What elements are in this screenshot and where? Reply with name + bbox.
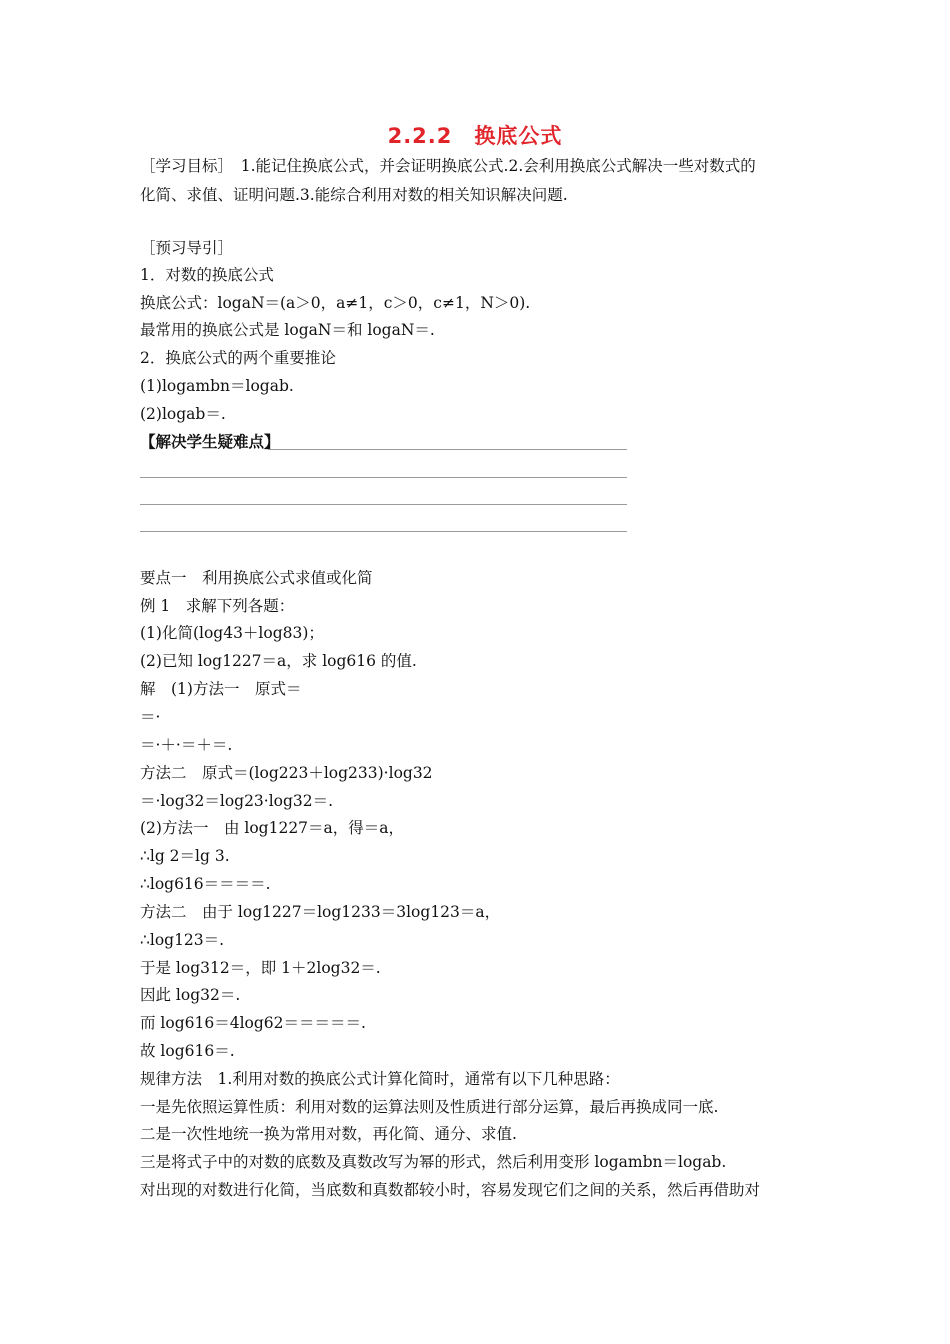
solution-line: 故 log616＝. [140,1042,235,1060]
solution-line: ＝· [140,708,161,726]
preview-item-2-b: (2)logab＝. [140,405,226,423]
solution-line: 方法二 原式＝(log223＋log233)·log32 [140,764,433,782]
preview-item-1-common: 最常用的换底公式是 logaN＝和 logaN＝. [140,321,435,339]
solution-line: ∴log616＝＝＝＝. [140,875,271,893]
blank-line [140,531,627,532]
learning-objectives-line-2: 化简、求值、证明问题.3.能综合利用对数的相关知识解决问题. [140,186,568,204]
method-line: 三是将式子中的对数的底数及真数改写为幂的形式，然后利用变形 logambn＝logab. [140,1153,727,1171]
preview-item-1-title: 1．对数的换底公式 [140,266,274,284]
method-line: 二是一次性地统一换为常用对数，再化简、通分、求值. [140,1125,517,1143]
question-2: (2)已知 log1227＝a，求 log616 的值. [140,652,417,670]
solution-line: ＝·＋·＝＋＝. [140,736,233,754]
solution-line: (2)方法一 由 log1227＝a，得＝a， [140,819,405,837]
solution-line: 解 (1)方法一 原式＝ [140,680,302,698]
preview-item-2-title: 2．换底公式的两个重要推论 [140,349,336,367]
method-line: 规律方法 1.利用对数的换底公式计算化简时，通常有以下几种思路： [140,1070,620,1088]
blank-line [268,449,627,450]
solution-line: 因此 log32＝. [140,986,241,1004]
solution-line: 于是 log312＝，即 1＋2log32＝. [140,959,381,977]
solution-line: ∴lg 2＝lg 3. [140,847,230,865]
solution-line: ＝·log32＝log23·log32＝. [140,792,334,810]
method-line: 对出现的对数进行化简，当底数和真数都较小时，容易发现它们之间的关系，然后再借助对 [140,1181,761,1199]
solution-line: 方法二 由于 log1227＝log1233＝3log123＝a， [140,903,501,921]
preview-item-1-formula: 换底公式：logaN＝(a＞0，a≠1，c＞0，c≠1，N＞0). [140,294,531,312]
preview-heading: ［预习导引］ [140,239,234,257]
learning-objectives-line-1: ［学习目标］ 1.能记住换底公式，并会证明换底公式.2.会利用换底公式解决一些对数式的 [140,157,756,175]
preview-item-2-a: (1)logambn＝logab. [140,377,294,395]
difficulty-heading: 【解决学生疑难点】 [140,433,280,451]
solution-line: 而 log616＝4log62＝＝＝＝＝. [140,1014,366,1032]
solution-line: ∴log123＝. [140,931,225,949]
question-1: (1)化简(log43＋log83)； [140,624,324,642]
page-title: 2.2.2 换底公式 [387,124,563,148]
blank-line [140,504,627,505]
example-heading: 例 1 求解下列各题： [140,597,295,615]
keypoint-heading: 要点一 利用换底公式求值或化简 [140,569,373,587]
method-line: 一是先依照运算性质：利用对数的运算法则及性质进行部分运算，最后再换成同一底. [140,1098,719,1116]
blank-line [140,477,627,478]
